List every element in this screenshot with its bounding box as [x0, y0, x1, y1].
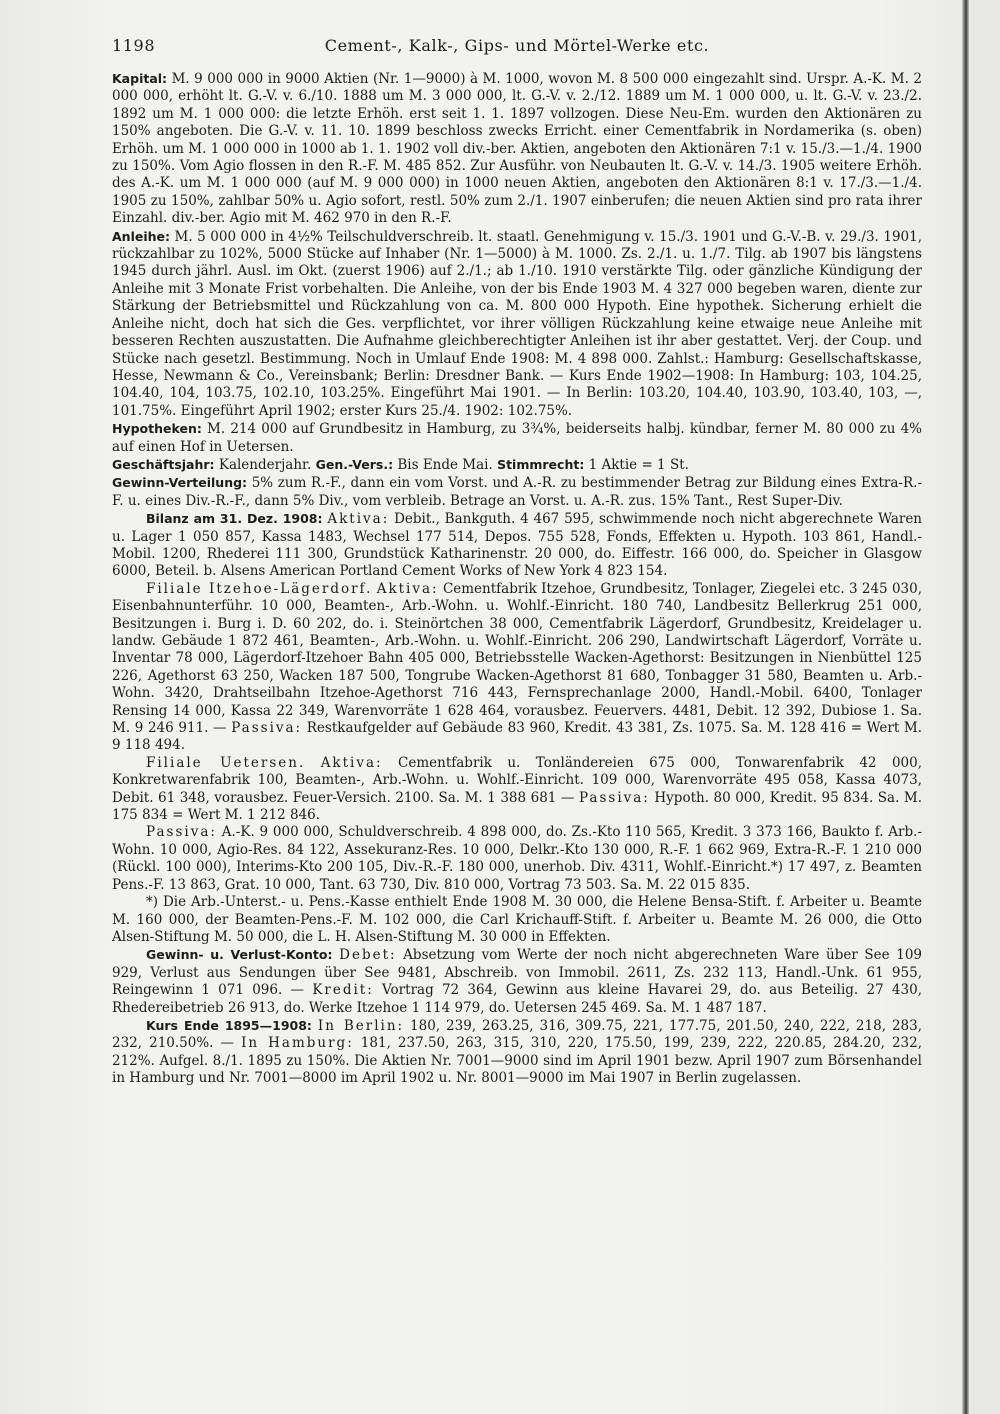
filiale-itzehoe-text: Cementfabrik Itzehoe, Grundbesitz, Tonlager, Ziegelei etc. 3 245 030, Eisenbahnunterführ. 10 000, Beamten-, Arb.-Wohn. u. Wohlf.-Einricht. 180 740, Landbesitz Bellerkrug 251 000, Besitzungen i. Burg i. D. 60 202, do. i. Steinörtchen 38 000, Cementfabrik Lägerdorf, Grundbesitz, Kreidelager u. landw. Gebäude 1 872 461, Beamten-, Arb.-Wohn. u. Wohlf.-Einricht. 206 290, Landwirtschaft Lägerdorf, Vorräte u. Inventar 78 000, Lägerdorf-Itzehoer Bahn 405 000, Betriebsstelle Wacken-Agethorst: Besitzungen in Nienbüttel 125 226, Agethorst 63 250, Wacken 187 500, Tongrube Wacken-Agethorst 81 680, Tonbagger 31 580, Beamten u. Arb.-Wohn. 3420, Drahtseilbahn Itzehoe-Agethorst 716 443, Fernsprechanlage 2000, Handl.-Mobil. 6400, Tonlager Rensing 14 000, Kassa 22 349, Warenvorräte 1 628 464, vorausbez. Feuervers. 4481, Debit. 12 392, Dubiose 1. Sa. M. 9 246 911. —: [112, 580, 923, 737]
gewinn-verteilung-paragraph: [112, 474, 922, 510]
kapital-text: M. 9 000 000 in 9000 Aktien (Nr. 1—9000) à M. 1000, wovon M. 8 500 000 eingezahlt sind. Urspr. A.-K. M. 2 000 000, erhöht lt. G.-V. v. 6./10. 1888 um M. 3 000 000, lt. G.-V. v. 2./12. 1889 um M. 1 000 000, u. lt. G.-V. v. 23./2. 1892 um M. 1 000 000: die letzte Erhöh. erst seit 1. 1. 1897 vollzogen. Diese Neu-Em. wurden den Aktionären zu 150% angeboten. Die G.-V. v. 11. 10. 1899 beschloss zwecks Erricht. einer Cementfabrik in Nordamerika (s. oben) Erhöh. um M. 1 000 000 in 1000 ab 1. 1. 1902 voll div.-ber. Aktien, angeboten den Aktionären 7:1 v. 15./3.—1./4. 1900 zu 150%. Vom Agio flossen in den R.-F. M. 485 852. Zur Ausführ. von Neubauten lt. G.-V. v. 14./3. 1905 weitere Erhöh. des A.-K. um M. 1 000 000 (auf M. 9 000 000) in 1000 neuen Aktien, angeboten den Aktionären 8:1 v. 17./3.—1./4. 1905 zu 150%, zahlbar 50% u. Agio sofort, restl. 50% zum 2./1. 1907 einberufen; die neuen Aktien sind pro rata ihrer Einzahl. div.-ber. Agio mit M. 462 970 in den R.-F.: [112, 71, 922, 227]
stimmrecht-label: Stimmrecht:: [497, 456, 585, 472]
bilanz-aktiva-word: Aktiva:: [327, 511, 390, 528]
gewinn-verlust-kredit-word: Kredit:: [312, 982, 374, 999]
footnote-paragraph: [112, 894, 922, 946]
passiva-text: A.-K. 9 000 000, Schuldverschreib. 4 898 000, do. Zs.-Kto 110 565, Kredit. 3 373 166, Baukto f. Arb.-Wohn. 10 000, Agio-Res. 84 122, Assekuranz-Res. 10 000, Delkr.-Kto 130 000, R.-F. 1 662 969, Extra-R.-F. 1 210 000 (Rückl. 100 000), Interims-Kto 200 105, Div.-R.-F. 180 000, unerhob. Div. 4311, Wohlf.-Einricht.*) 17 497, z. Beamten Pens.-F. 13 863, Grat. 10 000, Tant. 63 730, Div. 810 000, Vortrag 73 503. Sa. M. 22 015 835.: [112, 824, 923, 893]
kurs-paragraph: [112, 1017, 922, 1088]
kurs-label: Kurs Ende 1895—1908:: [146, 1017, 312, 1033]
gen-vers-text: Bis Ende Mai.: [397, 456, 493, 473]
gewinn-verlust-debet-word: Debet:: [339, 947, 397, 964]
gewinn-verteilung-label: Gewinn-Verteilung:: [112, 475, 248, 491]
gewinn-verlust-text: Absetzung vom Werte der noch nicht abgerechneten Ware über See 109 929, Verlust aus Sendungen über See 9481, Abschreib. von Immobil. 2611, Zs. 232 113, Handl.-Unk. 61 955, Reingewinn 1 071 096. —: [112, 947, 923, 999]
kurs-in-berlin: In Berlin:: [317, 1017, 405, 1034]
filiale-uetersen-heading: Filiale Uetersen.: [146, 754, 306, 771]
running-title: Cement-, Kalk-, Gips- und Mörtel-Werke etc.: [324, 36, 710, 55]
book-spine-shadow: [962, 0, 969, 1414]
footnote-text: *) Die Arb.-Unterst.- u. Pens.-Kasse enthielt Ende 1908 M. 30 000, die Helene Bensa-Stift. f. Arbeiter u. Beamte M. 160 000, der Beamten-Pens.-F. M. 102 000, die Carl Krichauff-Stift. f. Arbeiter u. Beamte M. 26 000, die Otto Alsen-Stiftung M. 50 000, die L. H. Alsen-Stiftung M. 30 000 in Effekten.: [112, 894, 922, 945]
filiale-uetersen-text: Cementfabrik u. Tonländereien 675 000, Tonwarenfabrik 42 000, Konkretwarenfabrik 100, Beamten-, Arb.-Wohn. u. Wohlf.-Einricht. 109 000, Warenvorräte 495 058, Kassa 4073, Debit. 61 348, vorausbez. Feuer-Versich. 2100. Sa. M. 1 388 681 —: [112, 754, 923, 806]
kapital-paragraph: [112, 70, 922, 228]
anleihe-text: M. 5 000 000 in 4½% Teilschuldverschreib. lt. staatl. Genehmigung v. 15./3. 1901 und G.-V.-B. v. 29./3. 1901, rückzahlbar zu 102%, 5000 Stücke auf Inhaber (Nr. 1—5000) à M. 1000. Zs. 2./1. u. 1./7. Tilg. ab 1907 bis längstens 1945 durch jährl. Ausl. im Okt. (zuerst 1906) auf 2./1.; ab 1./10. 1910 verstärkte Tilg. oder gänzliche Kündigung der Anleihe mit 3 Monate Frist vorbehalten. Die Anleihe, von der bis Ende 1903 M. 4 327 000 begeben waren, diente zur Stärkung der Betriebsmittel und Rückzahlung von ca. M. 800 000 Hypoth. Eine hypothek. Sicherung erhielt die Anleihe nicht, doch hat sich die Ges. verpflichtet, vor ihrer völligen Rückzahlung keine etwaige neue Anleihe mit besseren Rechten auszustatten. Die Aufnahme gleichberechtigter Anleihen ist ihr aber gestattet. Verj. der Coup. und Stücke nach gesetzl. Bestimmung. Noch in Umlauf Ende 1908: M. 4 898 000. Zahlst.: Hamburg: Gesellschaftskasse, Hesse, Newmann & Co., Vereinsbank; Berlin: Dresdner Bank. — Kurs Ende 1902—1908: In Hamburg: 103, 104.25, 104.40, 104, 103.75, 102.10, 103.25%. Eingeführt Mai 1901. — In Berlin: 103.20, 104.40, 103.90, 103.40, 103, —, 101.75%. Eingeführt April 1902; erster Kurs 25./4. 1902: 102.75%.: [112, 228, 923, 419]
geschaeftsjahr-label: Geschäftsjahr:: [112, 456, 215, 472]
filiale-itzehoe-aktiva-word: Aktiva:: [376, 580, 439, 597]
filiale-uetersen-paragraph: [112, 755, 922, 825]
kapital-label: Kapital:: [112, 71, 168, 86]
geschaeftsjahr-paragraph: [112, 456, 922, 474]
passiva-paragraph: [112, 824, 922, 894]
anleihe-paragraph: [112, 228, 922, 420]
bilanz-text: Debit., Bankguth. 4 467 595, schwimmende noch nicht abgerechnete Waren u. Lager 1 050 857, Kassa 1483, Wechsel 177 514, Depos. 755 528, Fonds, Effekten u. Hypoth. 103 861, Handl.-Mobil. 1200, Rhederei 111 300, Grundstück Katharinenstr. 20 000, do. Eiffestr. 166 000, do. Speicher in Glasgow 6000, Beteil. b. Alsens American Portland Cement Works of New York 4 823 154.: [112, 511, 922, 580]
gewinn-verlust-label: Gewinn- u. Verlust-Konto:: [146, 947, 333, 963]
hypotheken-text: M. 214 000 auf Grundbesitz in Hamburg, zu 3¾%, beiderseits halbj. kündbar, ferner M. 80 000 zu 4% auf einen Hof in Uetersen.: [112, 421, 922, 455]
filiale-uetersen-aktiva-word: Aktiva:: [320, 754, 383, 771]
filiale-itzehoe-passiva-word: Passiva:: [231, 720, 303, 737]
passiva-heading: Passiva:: [146, 824, 217, 841]
filiale-uetersen-passiva-text: Hypoth. 80 000, Kredit. 95 834. Sa. M. 175 834 = Wert M. 1 212 846.: [112, 789, 923, 824]
page-body: [112, 70, 922, 1088]
page-header: [112, 36, 922, 60]
filiale-itzehoe-heading: Filiale Itzehoe-Lägerdorf.: [146, 580, 373, 597]
hypotheken-label: Hypotheken:: [112, 421, 202, 437]
gewinn-verlust-paragraph: [112, 946, 922, 1017]
gewinn-verlust-kredit-text: Vortrag 72 364, Gewinn aus kleine Havarei 29, do. aus Beteilig. 27 430, Rhedereibetrieb 26 913, do. Werke Itzehoe 1 114 979, do. Uetersen 245 469. Sa. M. 1 487 187.: [112, 982, 922, 1016]
page-number: 1198: [112, 36, 156, 55]
gewinn-verteilung-text: 5% zum R.-F., dann ein vom Vorst. und A.-R. zu bestimmender Betrag zur Bildung eines Extra-R.-F. u. eines Div.-R.-F., dann 5% Div., vom verbleib. Betrage an Vorst. u. A.-R. zus. 15% Tant., Rest Super-Div.: [112, 475, 923, 509]
bilanz-paragraph: [112, 510, 922, 581]
filiale-itzehoe-paragraph: [112, 581, 922, 755]
kurs-aufgel-text: Aufgel. 8./1. 1895 zu 150%. Die Aktien Nr. 7001—9000 sind im April 1901 bezw. April 1907 zum Börsenhandel in Hamburg und Nr. 7001—8000 im April 1902 u. Nr. 8001—9000 im Mai 1907 in Berlin zugelassen.: [112, 1052, 922, 1087]
anleihe-label: Anleihe:: [112, 228, 170, 244]
filiale-itzehoe-passiva-text: Restkaufgelder auf Gebäude 83 960, Kredit. 43 381, Zs. 1075. Sa. M. 128 416 = Wert M. 9 118 494.: [112, 720, 923, 754]
kurs-hamburg-values: 181, 237.50, 263, 315, 310, 220, 175.50, 199, 239, 222, 220.85, 284.20, 232, 212%.: [112, 1035, 922, 1069]
kurs-in-hamburg: In Hamburg:: [241, 1035, 354, 1052]
bilanz-label: Bilanz am 31. Dez. 1908:: [146, 511, 323, 527]
hypotheken-paragraph: [112, 420, 922, 456]
filiale-uetersen-passiva-word: Passiva:: [578, 789, 650, 806]
geschaeftsjahr-text: Kalenderjahr.: [218, 456, 312, 473]
gen-vers-label: Gen.-Vers.:: [315, 456, 394, 472]
stimmrecht-text: 1 Aktie = 1 St.: [588, 456, 689, 473]
kurs-berlin-values: 180, 239, 263.25, 316, 309.75, 221, 177.75, 201.50, 240, 222, 218, 283, 232, 210.50%. —: [112, 1017, 922, 1052]
